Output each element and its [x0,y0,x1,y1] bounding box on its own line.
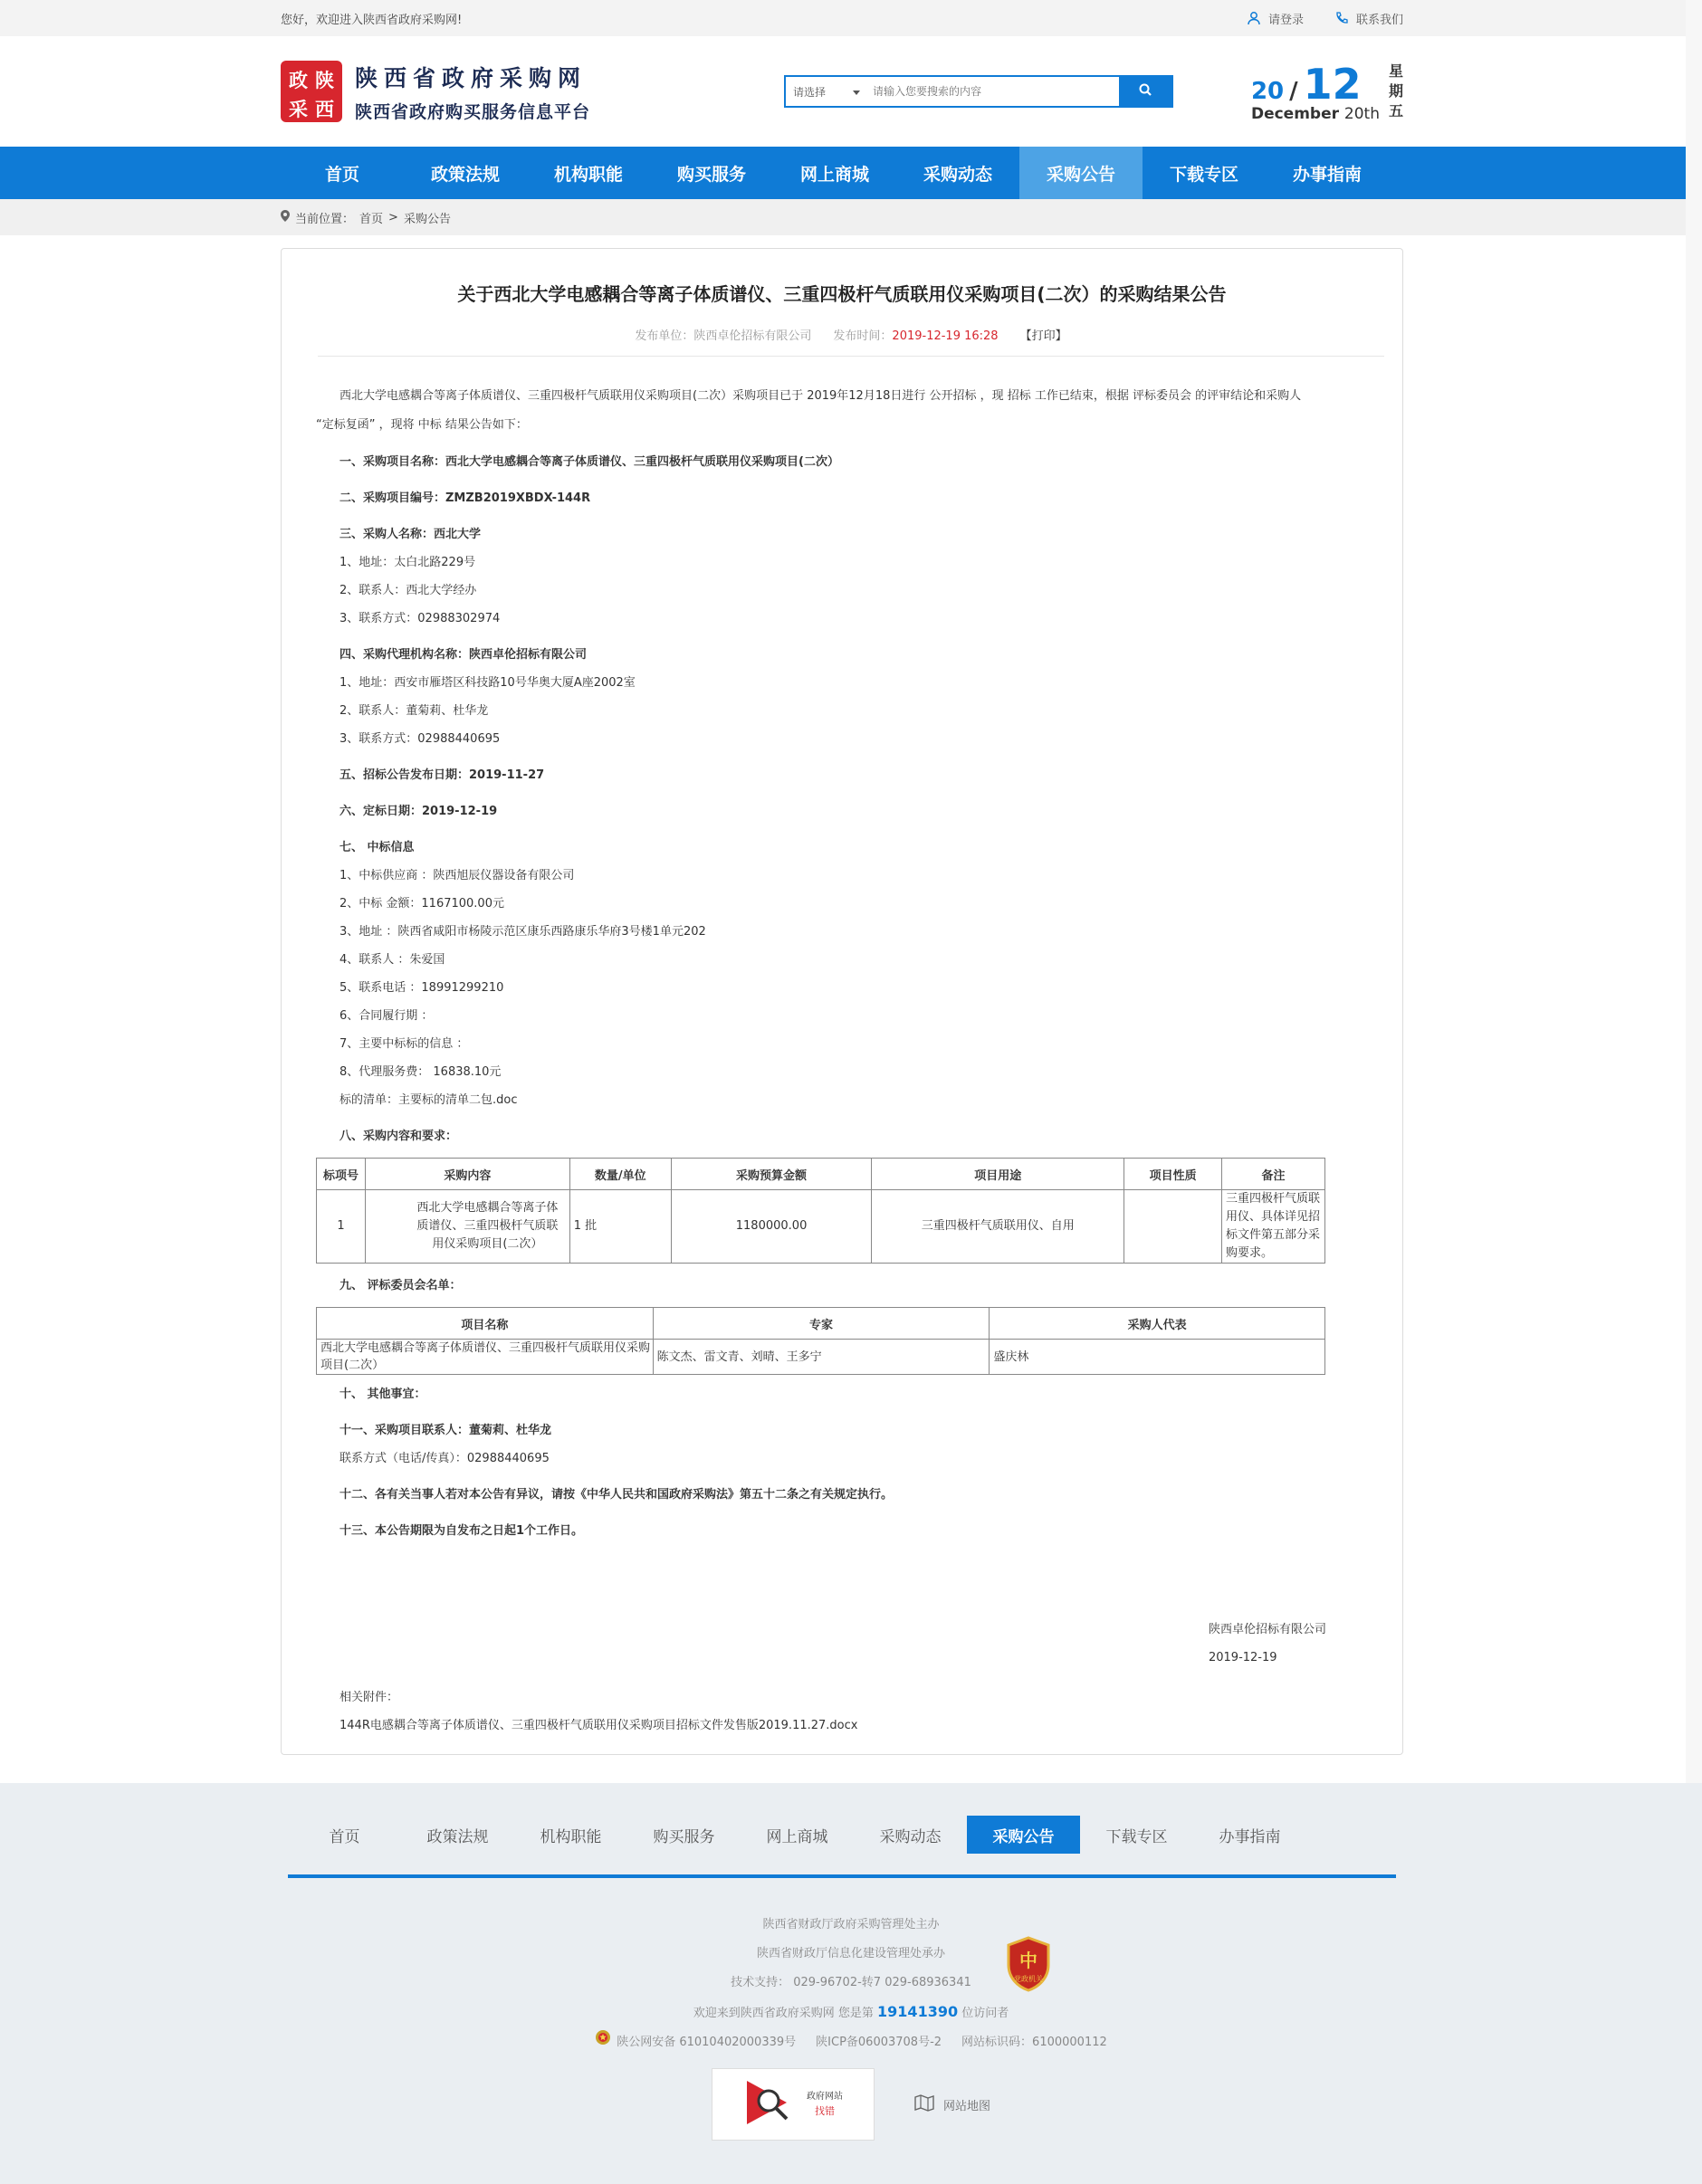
footer-nav-mall[interactable]: 网上商城 [766,1827,828,1846]
time-value: 2019-12-19 16:28 [892,329,999,343]
attachment-link[interactable]: 144R电感耦合等离子体质谱仪、三重四极杆气质联用仪采购项目招标文件发售版2019.11.27.docx [339,1719,858,1732]
phone-icon [1334,11,1349,25]
location-pin-icon [281,210,290,225]
footer-nav-services[interactable]: 购买服务 [653,1827,715,1846]
site-logo[interactable] [281,61,706,123]
table-header: 采购人代表 [990,1308,1325,1340]
nav-item-news[interactable]: 采购动态 [923,164,992,185]
table-header: 标项号 [317,1159,366,1190]
detail-line: 4、联系人 ：朱爱国 [339,953,445,967]
top-bar [0,0,1702,36]
footer-nav-announcements[interactable]: 采购公告 [967,1816,1080,1854]
contact-label: 联系我们 [1355,13,1403,27]
table-cell: 西北大学电感耦合等离子体质谱仪、三重四极杆气质联用仪采购项目(二次） [317,1340,654,1375]
table-cell: 1 批 [569,1190,671,1264]
table-header: 项目性质 [1124,1159,1222,1190]
main-nav [0,147,1702,199]
footer-nav-policy[interactable]: 政策法规 [426,1827,489,1846]
article-title: 关于西北大学电感耦合等离子体质谱仪、三重四极杆气质联用仪采购项目(二次）的采购结果公告 [457,283,1227,305]
footer-nav-guide[interactable]: 办事指南 [1219,1827,1281,1846]
committee-table [316,1307,1325,1375]
nav-item-agency[interactable]: 机构职能 [553,164,623,185]
sitemap-link[interactable] [914,2093,990,2115]
section-heading: 四、采购代理机构名称：陕西卓伦招标有限公司 [339,648,588,662]
section-heading: 六、定标日期：2019-12-19 [339,805,498,818]
site-subtitle: 陕西省政府购买服务信息平台 [355,101,591,122]
login-link[interactable] [1247,10,1304,27]
article-panel [281,248,1403,1755]
weekday-char: 星 [1389,62,1404,80]
table-header-row [317,1308,1325,1340]
nav-item-downloads[interactable]: 下载专区 [1169,164,1238,185]
attachments-label: 相关附件： [339,1691,399,1704]
welcome-text: 您好，欢迎进入陕西省政府采购网! [281,13,463,27]
table-row [317,1190,1325,1264]
date-day: 12 [1303,60,1362,109]
nav-item-home[interactable]: 首页 [324,164,359,185]
visitor-counter [0,1998,1702,2028]
detail-line: 3、联系方式：02988440695 [339,732,501,746]
footer-nav [288,1816,1396,1878]
footer-nav-home[interactable]: 首页 [329,1827,360,1846]
table-header: 项目用途 [872,1159,1124,1190]
error-finder-badge[interactable] [712,2068,875,2141]
table-cell: 1 [317,1190,366,1264]
search-input[interactable] [867,77,1119,106]
government-badge-icon[interactable] [1005,1936,1052,1992]
seal-char: 西 [315,98,334,120]
svg-text:中: 中 [1019,1950,1037,1971]
user-icon [1247,11,1261,25]
table-header: 采购内容 [365,1159,569,1190]
signature-date: 2019-12-19 [1208,1651,1277,1664]
sitemap-label: 网站地图 [942,2099,990,2113]
table-header: 采购预算金额 [671,1159,872,1190]
section-heading: 十一、采购项目联系人：董菊莉、杜华龙 [339,1424,552,1437]
contact-link[interactable] [1334,10,1403,27]
badge-text: 党政机关 [1014,1975,1043,1983]
section-heading: 七、 中标信息 [339,841,415,854]
date-month: 20 [1250,78,1285,105]
article-meta [318,326,1384,357]
weekday [1389,62,1403,121]
footer-info [0,1911,1702,2057]
detail-line: 2、联系人：西北大学经办 [339,584,477,597]
footer-nav-agency[interactable]: 机构职能 [540,1827,602,1846]
date-slash: / [1289,78,1298,105]
lead-paragraph: 西北大学电感耦合等离子体质谱仪、三重四极杆气质联用仪采购项目(二次）采购项目已于 2019年12月18日进行 公开招标 ，现 招标 工作已结束，根据 评标委员会 的评审结论和采购人 “定标复函” ，现将 中标 结果公告如下： [316,389,1302,432]
detail-line: 1、地址：西安市雁塔区科技路10号华奥大厦A座2002室 [339,676,636,690]
finder-top-label: 政府网站 [806,2092,843,2102]
search-button[interactable] [1119,77,1171,106]
detail-line: 3、联系方式：02988302974 [339,612,501,625]
detail-line: 6、合同履行期 ： [339,1009,434,1023]
seal-logo-icon [281,61,342,122]
search-icon [1138,82,1152,100]
date-month-en: December [1250,105,1339,123]
table-header: 专家 [653,1308,990,1340]
icp-record[interactable]: 陕ICP备06003708号-2 [816,2036,942,2049]
detail-line: 2、联系人：董菊莉、杜华龙 [339,704,489,718]
footer-organizer: 陕西省财政厅信息化建设管理处承办 [756,1947,945,1960]
magnifier-icon [743,2075,798,2133]
footer-support: 技术支持： 029-96702-转7 029-68936341 [731,1976,971,1989]
detail-line: 2、中标 金额：1167100.00元 [339,897,504,911]
article-body [282,357,1402,1545]
table-header: 备注 [1222,1159,1325,1190]
police-record-label: 陕公网安备 61010402000339号 [617,2036,797,2049]
breadcrumb-current[interactable]: 采购公告 [403,212,451,226]
site-id: 网站标识码：6100000112 [961,2036,1107,2049]
article-time [833,326,998,343]
section-heading: 五、招标公告发布日期：2019-11-27 [339,768,545,782]
print-link[interactable]: 【打印】 [1019,329,1067,343]
seal-char: 政 [289,69,308,91]
date-day-en: 20th [1343,105,1380,123]
date-display [1251,60,1403,123]
breadcrumb [0,199,1702,235]
table-header-row [317,1159,1325,1190]
section-heading: 八、采购内容和要求： [339,1130,458,1143]
license-line [0,2028,1702,2057]
police-badge-icon [595,2028,611,2057]
table-cell: 陈文杰、雷文青、刘晴、王多宁 [653,1340,990,1375]
table-cell: 1180000.00 [671,1190,872,1264]
site-title: 陕西省政府采购网 [355,64,588,91]
section-heading: 十三、本公告期限为自发布之日起1个工作日。 [339,1524,584,1538]
table-row [317,1340,1325,1375]
section-heading: 二、采购项目编号：ZMZB2019XBDX-144R [339,491,591,505]
nav-item-policy[interactable]: 政策法规 [430,164,500,185]
table-cell: 三重四极杆气质联用仪、自用 [872,1190,1124,1264]
site-header [0,36,1702,147]
weekday-char: 五 [1389,102,1404,119]
time-label: 发布时间： [833,329,893,343]
detail-line: 3、地址 ：陕西省咸阳市杨陵示范区康乐西路康乐华府3号楼1单元202 [339,925,706,939]
section-heading: 十二、各有关当事人若对本公告有异议，请按《中华人民共和国政府采购法》第五十二条之有关规定执行。 [339,1488,894,1502]
table-header: 数量/单位 [569,1159,671,1190]
detail-line: 7、主要中标标的信息 ： [339,1037,469,1051]
finder-bottom-label: 找错 [814,2105,835,2117]
table-header: 项目名称 [317,1308,654,1340]
detail-line: 1、中标供应商 ：陕西旭辰仪器设备有限公司 [339,869,575,882]
nav-item-mall[interactable]: 网上商城 [799,164,869,185]
attachments [339,1683,857,1740]
footer-nav-downloads[interactable]: 下载专区 [1105,1827,1168,1846]
map-icon [914,2093,934,2115]
item-list-link[interactable]: 标的清单：主要标的清单二包.doc [339,1093,518,1107]
search-bar [784,75,1173,108]
detail-line: 联系方式（电话/传真）：02988440695 [339,1452,550,1465]
table-cell [1124,1190,1222,1264]
table-cell: 盛庆林 [990,1340,1325,1375]
visitor-count: 19141390 [877,2003,959,2020]
nav-item-services[interactable]: 购买服务 [676,164,746,185]
article-publisher: 发布单位：陕西卓伦招标有限公司 [635,329,812,343]
breadcrumb-prefix: 当前位置： [295,212,355,226]
police-record[interactable] [595,2028,796,2057]
weekday-char: 期 [1389,82,1404,100]
search-category-label: 请选择 [793,85,827,99]
seal-char: 采 [289,98,308,120]
caret-down-icon [853,85,860,98]
footer-host: 陕西省财政厅政府采购管理处主办 [762,1918,940,1931]
visitor-prefix: 欢迎来到陕西省政府采购网 您是第 [693,2007,874,2020]
nav-item-guide[interactable]: 办事指南 [1292,164,1362,185]
section-heading: 三、采购人名称：西北大学 [339,528,482,541]
table-cell: 西北大学电感耦合等离子体质谱仪、三重四极杆气质联用仪采购项目(二次） [365,1190,569,1264]
detail-line: 5、联系电话 ：18991299210 [339,981,504,995]
detail-line: 8、代理服务费： 16838.10元 [339,1065,502,1079]
section-heading: 九、 评标委员会名单： [339,1279,462,1292]
section-heading: 一、采购项目名称：西北大学电感耦合等离子体质谱仪、三重四极杆气质联用仪采购项目(二次） [339,455,839,469]
seal-char: 陕 [315,69,334,91]
login-label: 请登录 [1267,13,1304,27]
footer-bottom [0,2068,1702,2141]
nav-item-announcements[interactable]: 采购公告 [1019,147,1143,199]
search-category-select[interactable] [786,77,867,106]
visitor-suffix: 位访问者 [961,2007,1009,2020]
site-footer [0,1783,1702,2184]
procurement-table [316,1158,1325,1264]
signature-block [1209,1616,1326,1672]
breadcrumb-separator: > [388,210,398,224]
scrollbar[interactable] [1686,0,1702,1783]
signature-org: 陕西卓伦招标有限公司 [1208,1623,1326,1636]
table-cell: 三重四极杆气质联用仪、具体详见招标文件第五部分采购要求。 [1222,1190,1325,1264]
detail-line: 1、地址：太白北路229号 [339,556,476,569]
footer-nav-news[interactable]: 采购动态 [879,1827,942,1846]
section-heading: 十、 其他事宜： [339,1388,426,1401]
breadcrumb-home[interactable]: 首页 [359,212,384,226]
